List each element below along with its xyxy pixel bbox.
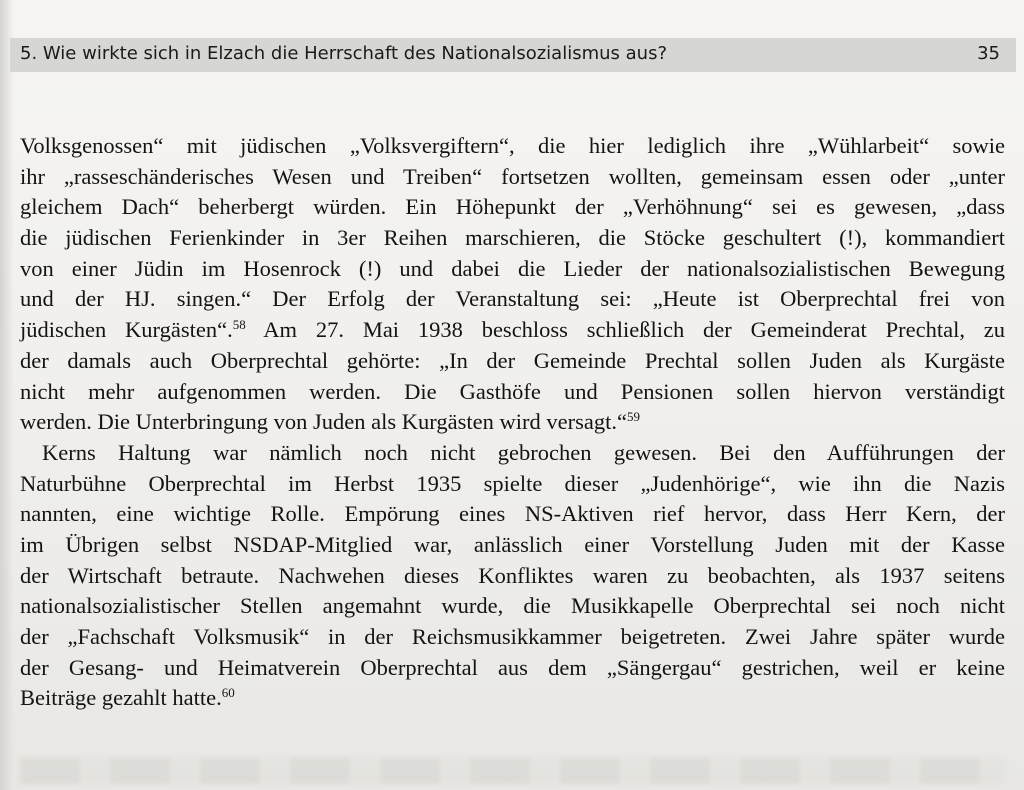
text-line: [20, 346, 1005, 377]
line-text: nicht mehr aufgenommen werden. Die Gasthöfe und Pensionen sollen hiervon verständigt: [20, 378, 1005, 404]
line-text: nationalsozialistischer Stellen angemahnt wurde, die Musikkapelle Oberprechtal sei noch nicht: [20, 593, 1005, 619]
text-line: [20, 284, 1005, 315]
body-text: [20, 131, 1005, 714]
line-text: und der HJ. singen.“ Der Erfolg der Veranstaltung sei: „Heute ist Oberprechtal frei von: [20, 286, 1005, 312]
line-text: jüdischen Kurgästen“.: [20, 317, 233, 343]
text-line: [20, 131, 1005, 162]
text-line: [20, 438, 1005, 469]
footnote-marker: 59: [626, 409, 640, 425]
text-line: [20, 469, 1005, 500]
line-text: Beiträge gezahlt hatte.: [20, 685, 222, 711]
line-text: Kerns Haltung war nämlich noch nicht gebrochen gewesen. Bei den Aufführungen der: [42, 439, 1005, 465]
text-line: [20, 162, 1005, 193]
text-line: [20, 254, 1005, 285]
text-line: [20, 377, 1005, 408]
line-text: gleichem Dach“ beherbergt würden. Ein Höhepunkt der „Verhöhnung“ sei es gewesen, „dass: [20, 194, 1005, 220]
line-text: die jüdischen Ferienkinder in 3er Reihen marschieren, die Stöcke geschultert (!), kommandiert: [20, 225, 1005, 251]
line-text: im Übrigen selbst NSDAP-Mitglied war, anlässlich einer Vorstellung Juden mit der Kasse: [20, 531, 1005, 557]
line-text: der damals auch Oberprechtal gehörte: „In der Gemeinde Prechtal sollen Juden als Kurgäste: [20, 347, 1005, 373]
text-line: [20, 561, 1005, 592]
text-line: [20, 192, 1005, 223]
footnote-marker: 60: [221, 685, 235, 701]
line-text: Naturbühne Oberprechtal im Herbst 1935 spielte dieser „Judenhörige“, wie ihn die Nazis: [20, 470, 1005, 496]
line-text: werden. Die Unterbringung von Juden als Kurgästen wird versagt.“: [20, 409, 627, 435]
line-text: der Gesang- und Heimatverein Oberprechtal aus dem „Sängergau“ gestrichen, weil er keine: [20, 654, 1005, 680]
text-line: [20, 499, 1005, 530]
text-line: [20, 223, 1005, 254]
text-line: [20, 315, 1005, 346]
line-text: nannten, eine wichtige Rolle. Empörung eines NS-Aktiven rief hervor, dass Herr Kern, der: [20, 501, 1005, 527]
footnote-marker: 58: [232, 317, 246, 333]
line-text: Volksgenossen“ mit jüdischen „Volksvergiftern“, die hier lediglich ihre „Wühlarbeit“ sowie: [20, 133, 1005, 158]
line-text-continued: Am 27. Mai 1938 beschloss schließlich der Gemeinderat Prechtal, zu: [245, 317, 1005, 343]
chapter-title: 5. Wie wirkte sich in Elzach die Herrschaft des Nationalsozialismus aus?: [20, 43, 668, 64]
line-text: von einer Jüdin im Hosenrock (!) und dabei die Lieder der nationalsozialistischen Bewegung: [20, 255, 1005, 281]
text-line: [20, 407, 1005, 438]
text-line: [20, 653, 1005, 684]
page-gutter-shadow: [0, 0, 14, 790]
line-text: ihr „rasseschänderisches Wesen und Treiben“ fortsetzen wollten, gemeinsam essen oder „unter: [20, 163, 1005, 189]
show-through-text: [20, 758, 1005, 784]
text-line: [20, 530, 1005, 561]
page-number: 35: [977, 43, 1000, 64]
line-text: der Wirtschaft betraute. Nachwehen dieses Konfliktes waren zu beobachten, als 1937 seitens: [20, 562, 1005, 588]
text-line: [20, 622, 1005, 653]
line-text: der „Fachschaft Volksmusik“ in der Reichsmusikkammer beigetreten. Zwei Jahre später wurde: [20, 624, 1005, 649]
text-line: [20, 683, 1005, 714]
running-header: [10, 38, 1016, 72]
text-line: [20, 591, 1005, 622]
